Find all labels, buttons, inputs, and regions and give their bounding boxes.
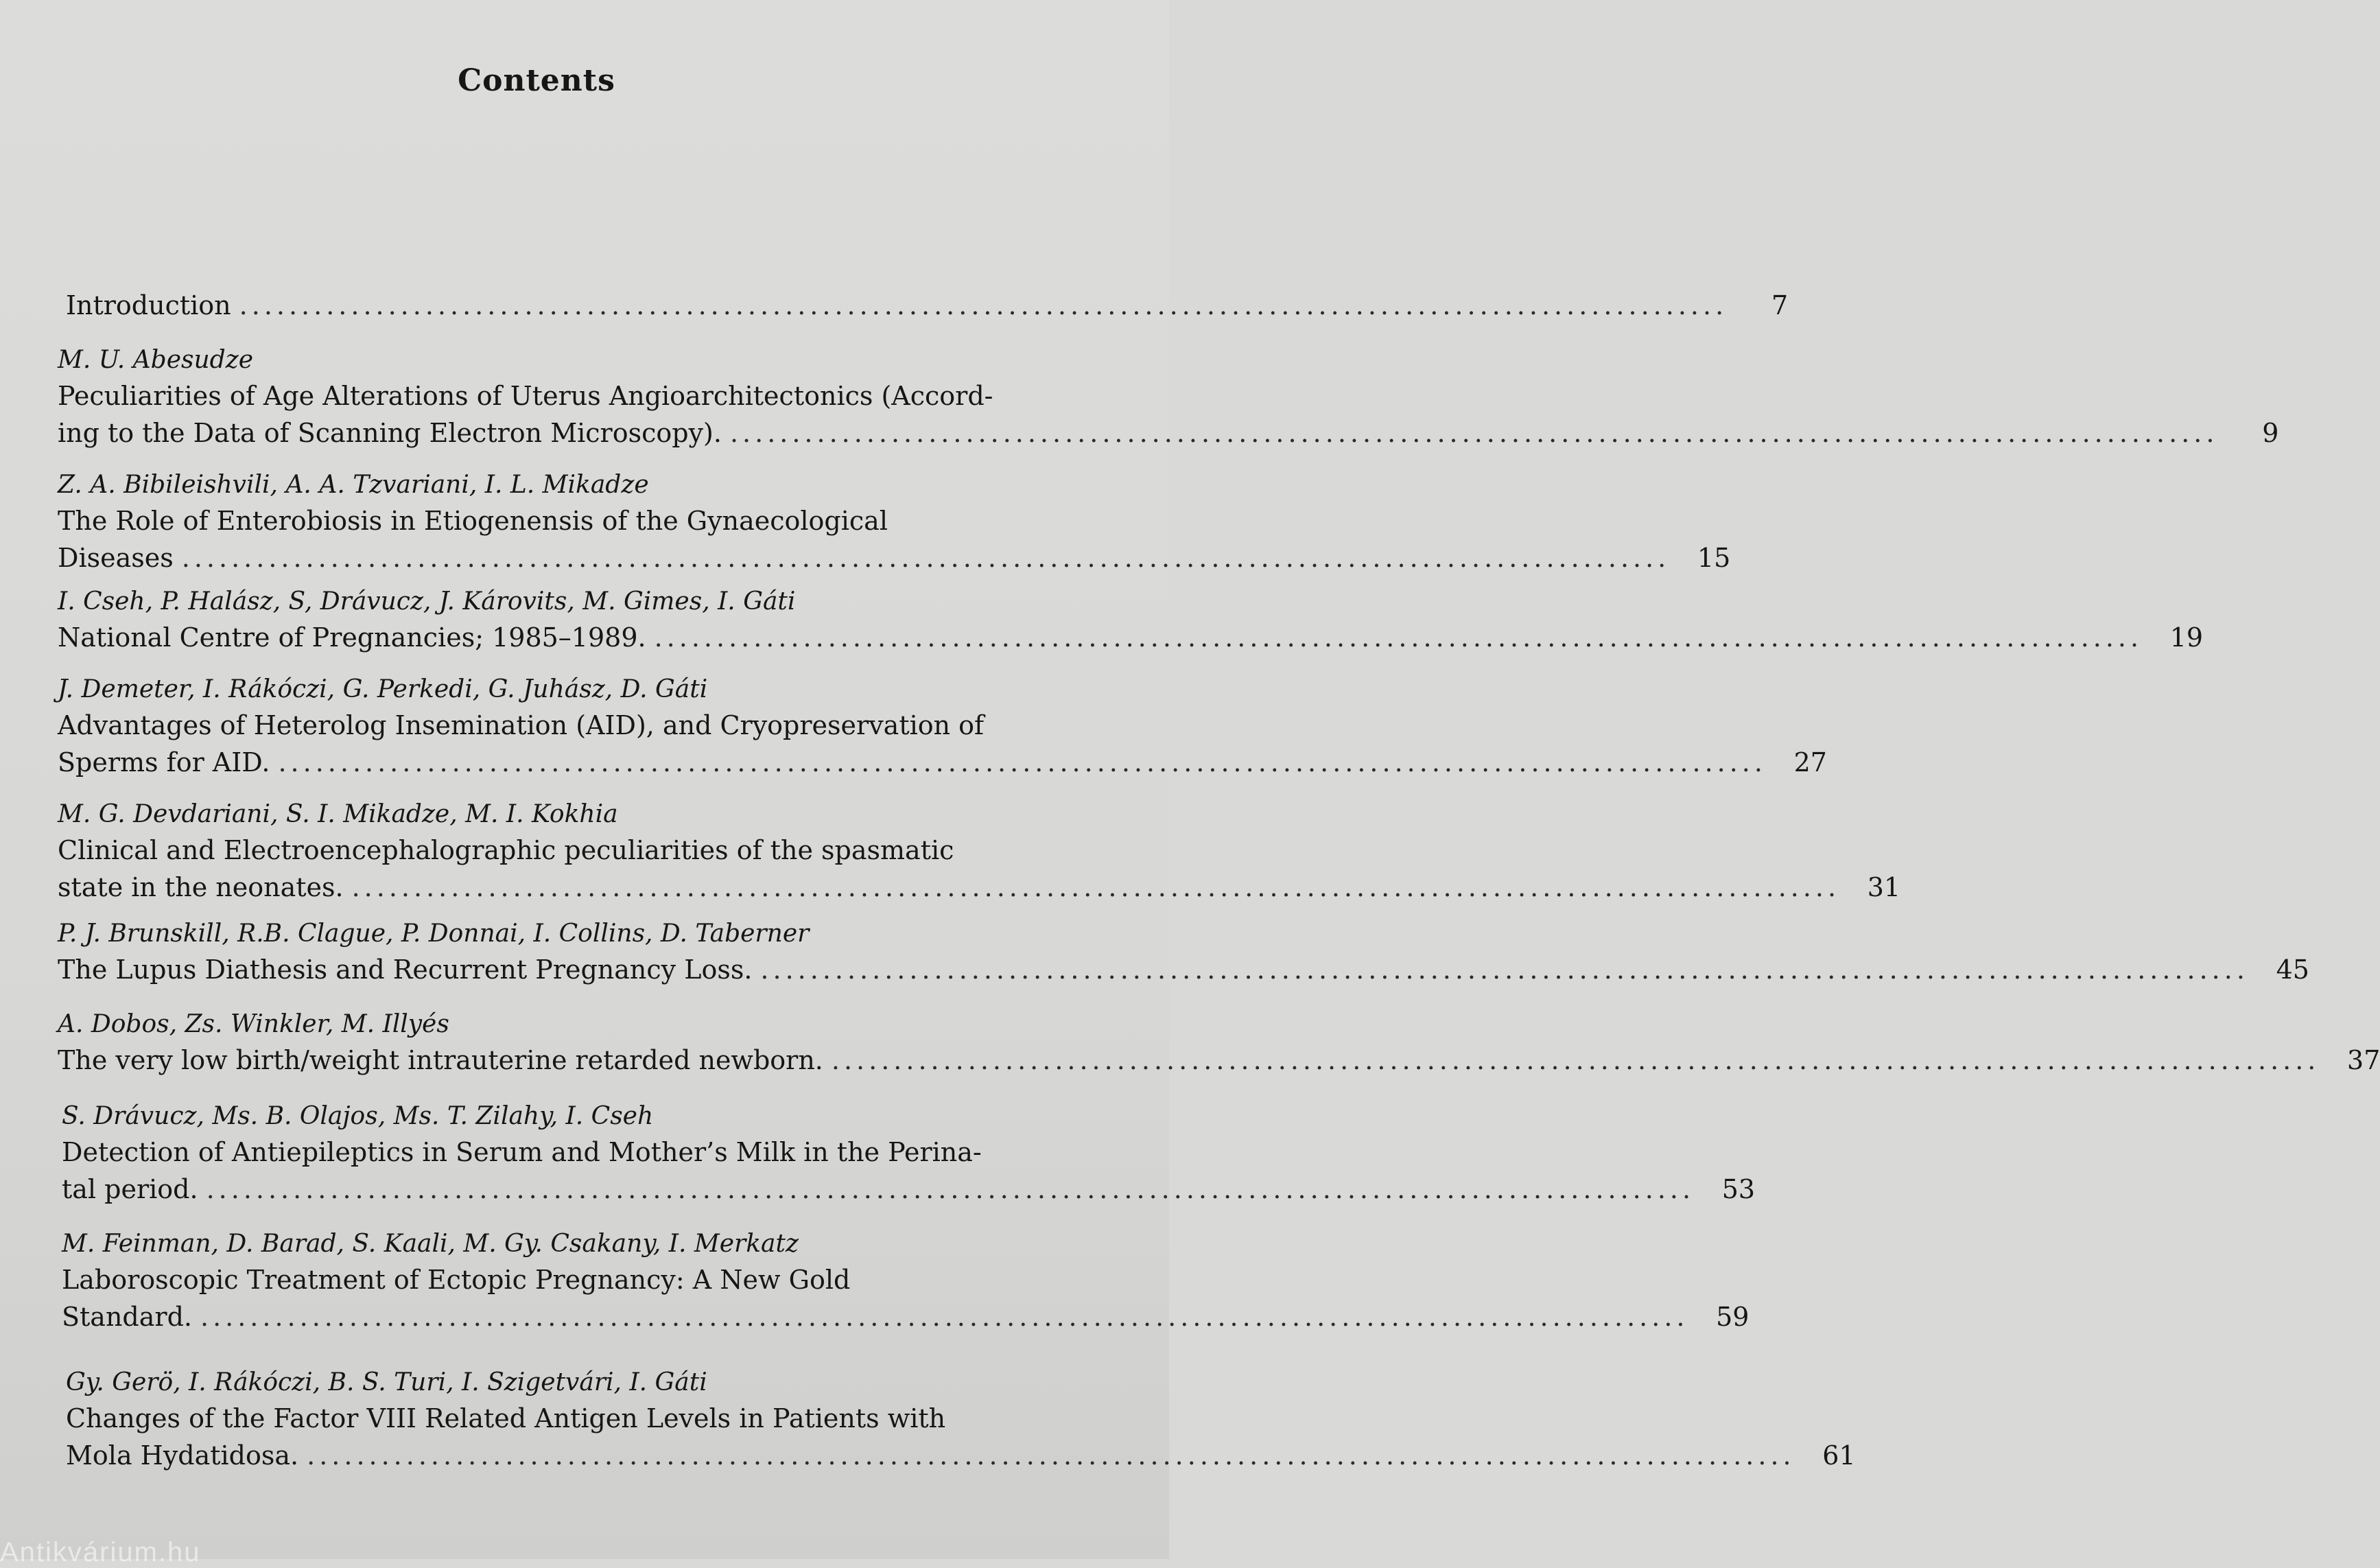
entry-title-last: Sperms for AID.: [58, 747, 270, 777]
entry-title-line: Peculiarities of Age Alterations of Uterus Angioarchitectonics (Accord-: [58, 381, 993, 411]
toc-entry: [58, 1007, 2380, 1079]
entry-title-line: Changes of the Factor VIII Related Antigen Levels in Patients with: [66, 1403, 946, 1434]
toc-line: [58, 414, 2279, 452]
entry-authors: M. G. Devdariani, S. I. Mikadze, M. I. Kokhia: [58, 800, 618, 828]
entry-title: Introduction: [66, 290, 231, 320]
toc-line: [62, 1298, 1749, 1335]
page-title: Contents: [458, 63, 615, 98]
page-number: 19: [2169, 622, 2204, 653]
toc-line: [58, 1042, 2380, 1079]
toc-entry: [62, 1227, 1749, 1335]
entry-authors: M. Feinman, D. Barad, S. Kaali, M. Gy. Csakany, I. Merkatz: [62, 1230, 799, 1258]
toc-line: [58, 869, 1901, 906]
leader-dots: ........................................................................................................................: [654, 622, 2143, 653]
entry-authors: S. Drávucz, Ms. B. Olajos, Ms. T. Zilahy, I. Cseh: [62, 1102, 654, 1130]
page-number: 31: [1867, 872, 1901, 902]
page-number: 61: [1822, 1440, 1856, 1471]
toc-entry: [58, 672, 1827, 781]
page-number: 37: [2347, 1045, 2380, 1075]
toc-line: [58, 539, 1731, 576]
toc-entry-introduction: [66, 287, 1789, 324]
leader-dots: ........................................................................................................................: [351, 872, 1841, 902]
page-number: 27: [1793, 747, 1827, 777]
entry-title-last: Diseases: [58, 543, 174, 573]
page-number: 7: [1771, 290, 1789, 320]
page-number: 53: [1721, 1174, 1756, 1204]
toc-entry: [58, 585, 2204, 656]
watermark: Antikvárium.hu: [0, 1537, 201, 1567]
entry-authors: A. Dobos, Zs. Winkler, M. Illyés: [58, 1010, 449, 1038]
toc-line: [66, 1437, 1856, 1474]
toc-line: [58, 951, 2309, 988]
toc-line: [58, 619, 2204, 656]
toc-entry: [58, 468, 1731, 576]
leader-dots: ........................................................................................................................: [206, 1174, 1695, 1204]
toc-line: [66, 287, 1789, 324]
toc-entry: [58, 797, 1901, 906]
entry-title-last: The very low birth/weight intrauterine retarded newborn.: [58, 1045, 823, 1075]
entry-title-last: state in the neonates.: [58, 872, 344, 902]
toc-entry: [62, 1099, 1756, 1208]
toc-entry: [58, 917, 2309, 988]
entry-authors: J. Demeter, I. Rákóczi, G. Perkedi, G. Juhász, D. Gáti: [58, 675, 708, 703]
entry-title-line: Laboroscopic Treatment of Ectopic Pregnancy: A New Gold: [62, 1265, 851, 1295]
entry-title-last: ing to the Data of Scanning Electron Microscopy).: [58, 418, 722, 448]
entry-title-last: tal period.: [62, 1174, 198, 1204]
entry-title-line: Clinical and Electroencephalographic peculiarities of the spasmatic: [58, 835, 954, 865]
entry-authors: I. Cseh, P. Halász, S, Drávucz, J. Károvits, M. Gimes, I. Gáti: [58, 587, 796, 616]
page-number: 59: [1716, 1302, 1749, 1332]
entry-title-last: National Centre of Pregnancies; 1985–1989.: [58, 622, 646, 653]
page-number: 15: [1697, 543, 1731, 573]
leader-dots: ........................................................................................................................: [181, 543, 1671, 573]
entry-title-last: Mola Hydatidosa.: [66, 1440, 299, 1471]
entry-title-last: The Lupus Diathesis and Recurrent Pregnancy Loss.: [58, 955, 753, 985]
toc-line: [58, 744, 1827, 781]
entry-authors: M. U. Abesudze: [58, 346, 253, 374]
toc-line: [62, 1171, 1756, 1208]
page-number: 45: [2276, 955, 2309, 985]
leader-dots: ........................................................................................................................: [307, 1440, 1795, 1471]
leader-dots: ........................................................................................................................: [831, 1045, 2320, 1075]
entry-title-line: Advantages of Heterolog Insemination (AID), and Cryopreservation of: [58, 710, 985, 740]
leader-dots: ........................................................................................................................: [239, 290, 1728, 320]
leader-dots: ........................................................................................................................: [729, 418, 2219, 448]
entry-authors: Gy. Gerö, I. Rákóczi, B. S. Turi, I. Szigetvári, I. Gáti: [66, 1368, 707, 1396]
leader-dots: ........................................................................................................................: [760, 955, 2249, 985]
toc-entry: [66, 1366, 1856, 1474]
leader-dots: ........................................................................................................................: [200, 1302, 1689, 1332]
entry-title-last: Standard.: [62, 1302, 192, 1332]
page-number: 9: [2262, 418, 2279, 448]
entry-authors: Z. A. Bibileishvili, A. A. Tzvariani, I. L. Mikadze: [58, 471, 649, 499]
entry-title-line: The Role of Enterobiosis in Etiogenensis of the Gynaecological: [58, 506, 888, 536]
entry-authors: P. J. Brunskill, R.B. Clague, P. Donnai, I. Collins, D. Taberner: [58, 920, 810, 948]
entry-title-line: Detection of Antiepileptics in Serum and Mother’s Milk in the Perina-: [62, 1137, 982, 1167]
toc-entry: [58, 343, 2279, 452]
leader-dots: ........................................................................................................................: [278, 747, 1767, 777]
